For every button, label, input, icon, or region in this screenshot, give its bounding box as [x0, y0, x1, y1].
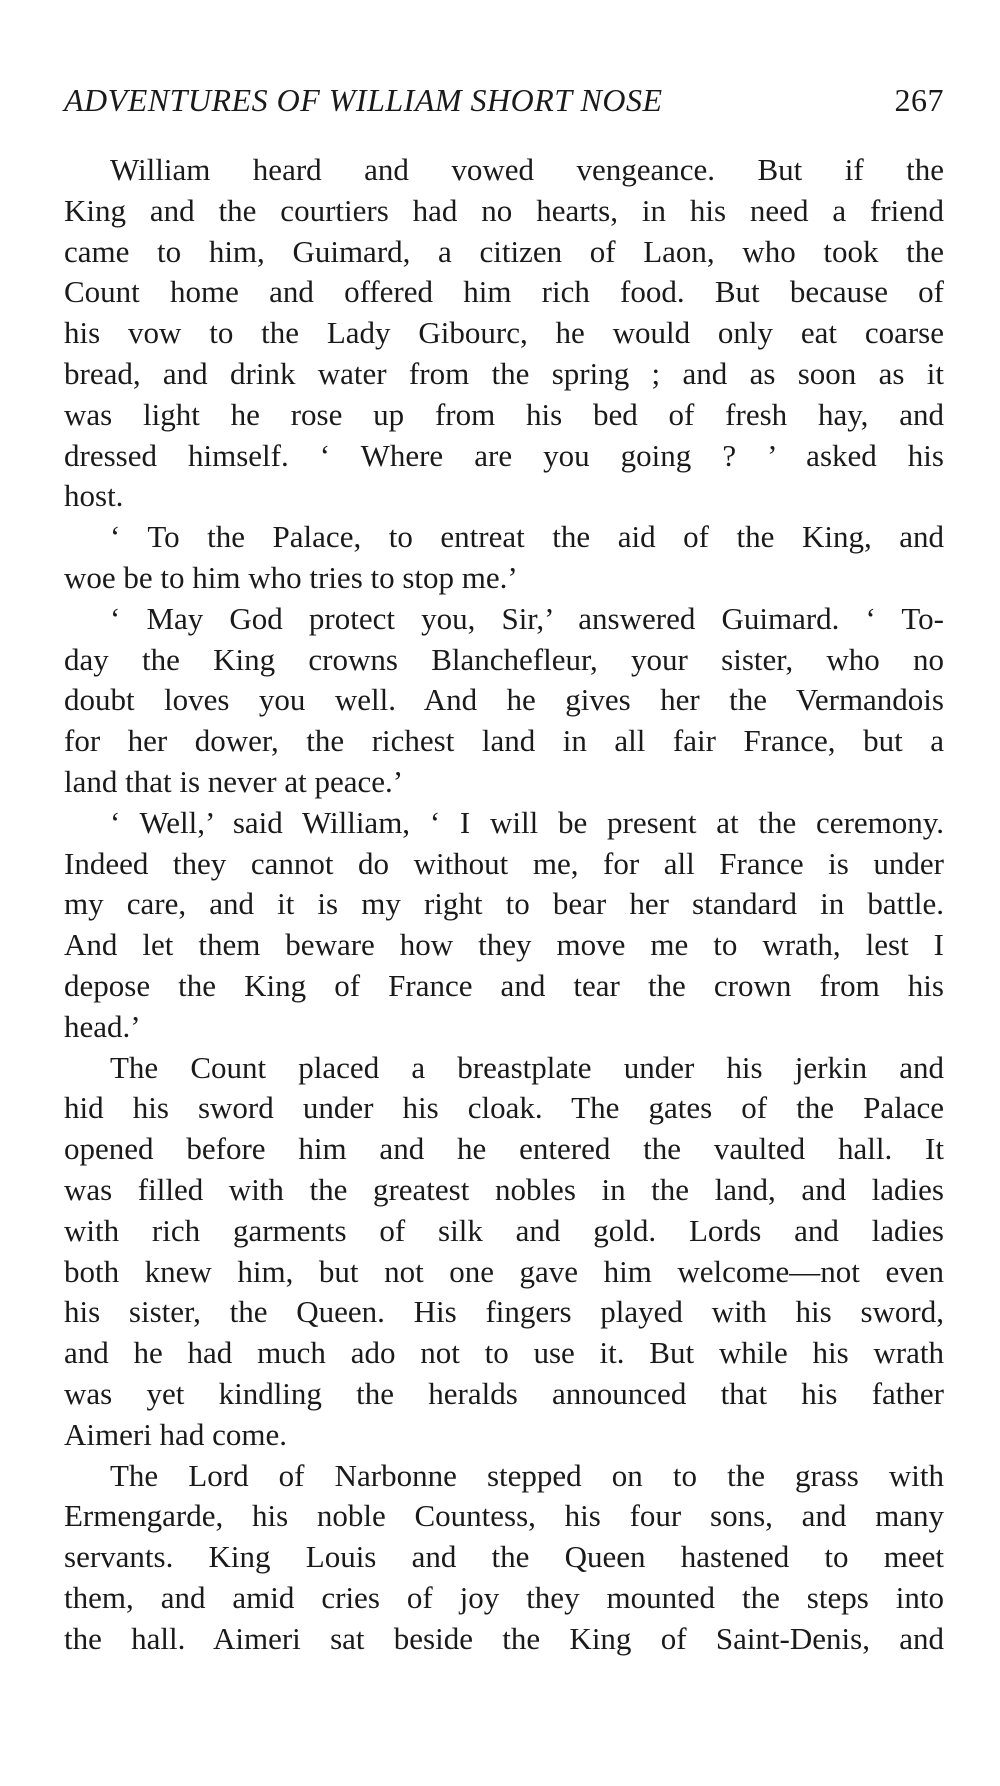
- text-line: bread, and drink water from the spring ; and as soon as it: [64, 355, 944, 391]
- text-line: head.’: [64, 1008, 141, 1044]
- text-line: ‘ Well,’ said William, ‘ I will be present at the ceremony.: [110, 804, 944, 840]
- paragraph: [64, 803, 944, 1048]
- text-line: opened before him and he entered the vaulted hall. It: [64, 1131, 944, 1167]
- text-line: both knew him, but not one gave him welcome—not even: [64, 1253, 944, 1289]
- text-line: The Lord of Narbonne stepped on to the grass with: [110, 1457, 944, 1493]
- running-head: [64, 78, 944, 122]
- page-number: 267: [894, 82, 944, 118]
- text-line: The Count placed a breastplate under his jerkin and: [110, 1049, 944, 1085]
- text-line: land that is never at peace.’: [64, 763, 404, 799]
- text-line: his vow to the Lady Gibourc, he would only eat coarse: [64, 315, 944, 351]
- text-line: hid his sword under his cloak. The gates of the Palace: [64, 1090, 944, 1126]
- text-line: and he had much ado not to use it. But while his wrath: [64, 1335, 944, 1371]
- paragraph: [64, 150, 944, 517]
- text-line: woe be to him who tries to stop me.’: [64, 559, 518, 595]
- text-line: dressed himself. ‘ Where are you going ? ’ asked his: [64, 437, 944, 473]
- text-line: day the King crowns Blanchefleur, your sister, who no: [64, 641, 944, 677]
- text-line: ‘ May God protect you, Sir,’ answered Guimard. ‘ To-: [110, 600, 944, 636]
- paragraph: [64, 599, 944, 803]
- text-line: King and the courtiers had no hearts, in his need a friend: [64, 192, 944, 228]
- text-line: the hall. Aimeri sat beside the King of Saint-Denis, and: [64, 1620, 944, 1656]
- text-line: depose the King of France and tear the crown from his: [64, 967, 944, 1003]
- text-line: them, and amid cries of joy they mounted the steps into: [64, 1579, 944, 1615]
- text-line: doubt loves you well. And he gives her the Vermandois: [64, 682, 944, 718]
- text-line: my care, and it is my right to bear her standard in battle.: [64, 886, 944, 922]
- paragraph: [64, 1048, 944, 1456]
- text-line: for her dower, the richest land in all fair France, but a: [64, 723, 944, 759]
- running-title: ADVENTURES OF WILLIAM SHORT NOSE: [64, 82, 663, 118]
- text-line: Count home and offered him rich food. But because of: [64, 274, 944, 310]
- text-line: with rich garments of silk and gold. Lords and ladies: [64, 1212, 944, 1248]
- text-line: Aimeri had come.: [64, 1416, 287, 1452]
- text-line: came to him, Guimard, a citizen of Laon, who took the: [64, 233, 944, 269]
- paragraph: [64, 517, 944, 599]
- paragraph: [64, 1456, 944, 1660]
- text-line: host.: [64, 478, 124, 514]
- text-line: And let them beware how they move me to wrath, lest I: [64, 927, 944, 963]
- text-line: his sister, the Queen. His fingers played with his sword,: [64, 1294, 944, 1330]
- text-line: servants. King Louis and the Queen hastened to meet: [64, 1539, 944, 1575]
- text-line: was filled with the greatest nobles in the land, and ladies: [64, 1171, 944, 1207]
- text-line: Ermengarde, his noble Countess, his four sons, and many: [64, 1498, 944, 1534]
- text-line: ‘ To the Palace, to entreat the aid of the King, and: [110, 519, 944, 555]
- text-line: was yet kindling the heralds announced that his father: [64, 1375, 944, 1411]
- body-text: [64, 150, 944, 1659]
- text-line: Indeed they cannot do without me, for all France is under: [64, 845, 944, 881]
- text-line: was light he rose up from his bed of fresh hay, and: [64, 396, 944, 432]
- text-line: William heard and vowed vengeance. But if the: [110, 152, 944, 187]
